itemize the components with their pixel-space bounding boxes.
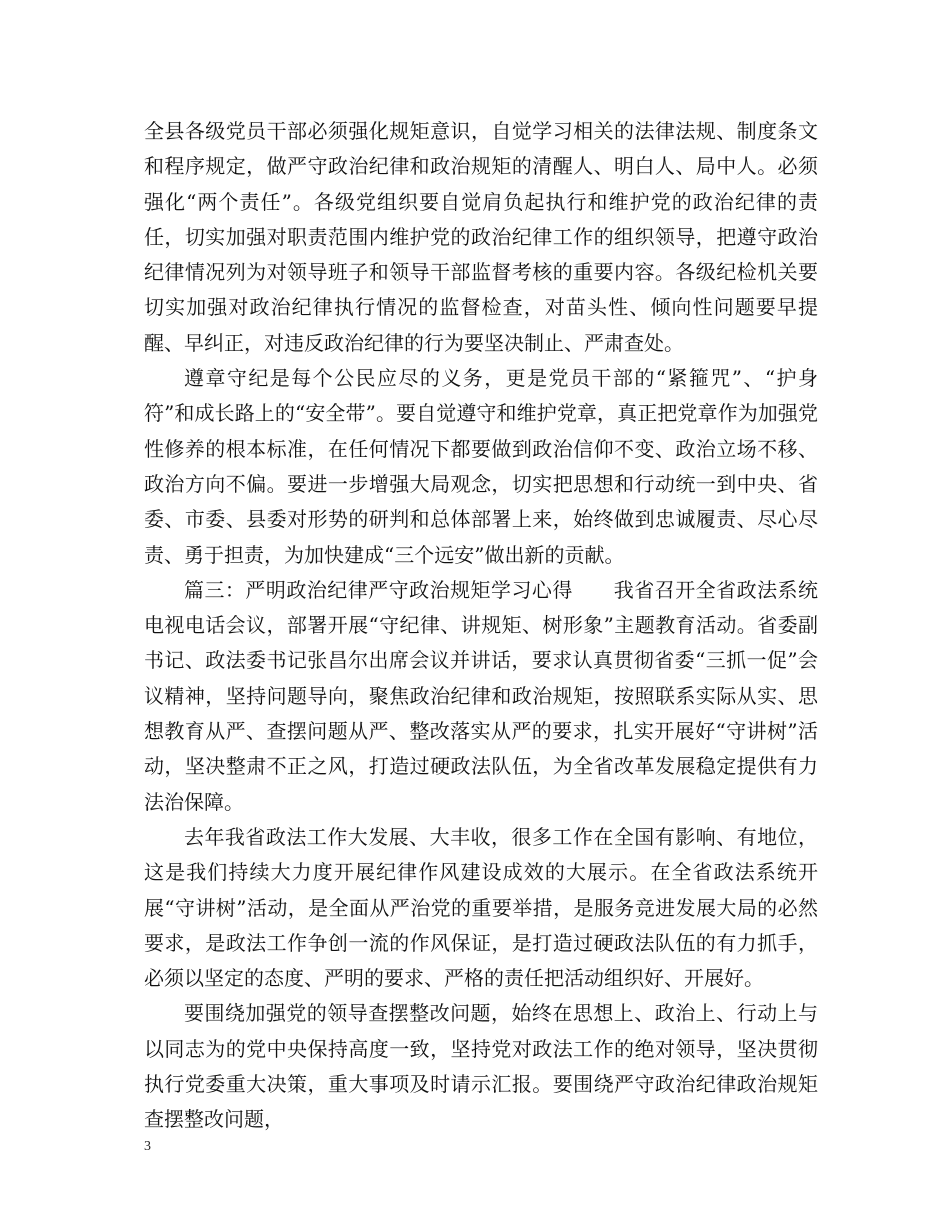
paragraph-3: 篇三：严明政治纪律严守政治规矩学习心得 我省召开全省政法系统电视电话会议，部署开展“守纪律、讲规矩、树形象”主题教育活动。省委副书记、政法委书记张昌尔出席会议并讲话，要求认真贯彻省委“三抓一促”会议精神，坚持问题导向，聚焦政治纪律和政治规矩，按照联系实际从实、思想教育从严、查摆问题从严、整改落实从严的要求，扎实开展好“守讲树”活动，坚决整肃不正之风，打造过硬政法队伍，为全省改革发展稳定提供有力法治保障。 <box>144 577 818 814</box>
paragraph-4: 去年我省政法工作大发展、大丰收，很多工作在全国有影响、有地位，这是我们持续大力度开展纪律作风建设成效的大展示。在全省政法系统开展“守讲树”活动，是全面从严治党的重要举措，是服务竞进发展大局的必然要求，是政法工作争创一流的作风保证，是打造过硬政法队伍的有力抓手，必须以坚定的态度、严明的要求、严格的责任把活动组织好、开展好。 <box>144 824 818 991</box>
page-number: 3 <box>144 1139 151 1154</box>
paragraph-1: 全县各级党员干部必须强化规矩意识，自觉学习相关的法律法规、制度条文和程序规定，做严守政治纪律和政治规矩的清醒人、明白人、局中人。必须强化“两个责任”。各级党组织要自觉肩负起执行和维护党的政治纪律的责任，切实加强对职责范围内维护党的政治纪律工作的组织领导，把遵守政治纪律情况列为对领导班子和领导干部监督考核的重要内容。各级纪检机关要切实加强对政治纪律执行情况的监督检查，对苗头性、倾向性问题要早提醒、早纠正，对违反政治纪律的行为要坚决制止、严肃查处。 <box>144 119 818 355</box>
paragraph-5: 要围绕加强党的领导查摆整改问题，始终在思想上、政治上、行动上与以同志为的党中央保持高度一致，坚持党对政法工作的绝对领导，坚决贯彻执行党委重大决策，重大事项及时请示汇报。要围绕严守政治纪律政治规矩查摆整改问题， <box>144 1001 818 1132</box>
document-body <box>144 114 818 1138</box>
paragraph-2: 遵章守纪是每个公民应尽的义务，更是党员干部的“紧箍咒”、“护身符”和成长路上的“安全带”。要自觉遵守和维护党章，真正把党章作为加强党性修养的根本标准，在任何情况下都要做到政治信仰不变、政治立场不移、政治方向不偏。要进一步增强大局观念，切实把思想和行动统一到中央、省委、市委、县委对形势的研判和总体部署上来，始终做到忠诚履责、尽心尽责、勇于担责，为加快建成“三个远安”做出新的贡献。 <box>144 366 818 567</box>
